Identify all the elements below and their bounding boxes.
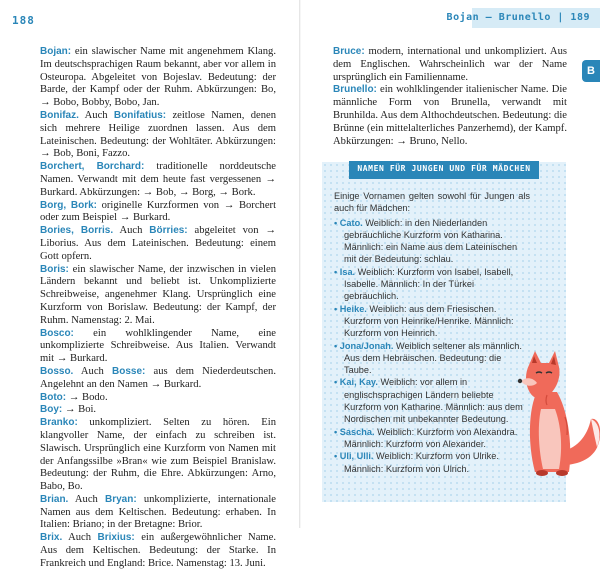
entry-term: Boy:: [40, 404, 63, 416]
running-header: Bojan – Brunello | 189: [446, 12, 590, 23]
info-box-intro: Einige Vornamen gelten sowohl für Jungen als auch für Mädchen:: [334, 191, 530, 214]
entry-term: Brunello:: [333, 84, 377, 96]
info-box-item-name: Isa.: [339, 266, 356, 277]
bullet-icon: •: [334, 451, 338, 462]
entry-text: originelle Kurzformen von → Borchert oder zum Beispiel → Burkard.: [40, 199, 277, 224]
entry-text: ein slawischer Name, der inzwischen in vielen Ländern bekannt und beliebt ist. Unkomplizierte Schreibweise, angenehmer Klang. Ursprünglich eine Kurzform von Borislaw. Bedeutung: der Kampf, der Ruhm. Namenstag: 2. Mai.: [40, 263, 276, 326]
entry-text: aus dem Niederdeutschen. Angelehnt an den Namen → Burkard.: [40, 365, 276, 390]
info-box-list: [334, 217, 530, 475]
entry-connector: Auch: [78, 109, 114, 121]
info-box-item: [334, 340, 530, 377]
bullet-icon: •: [334, 303, 338, 314]
entry-connector: Auch: [73, 365, 112, 377]
page-number: 188: [12, 14, 35, 27]
bullet-icon: •: [334, 377, 338, 388]
entry-term: Bruce:: [333, 46, 365, 57]
info-box-item-text: Weiblich seltener als männlich. Aus dem Hebräischen. Bedeutung: die Taube.: [344, 340, 522, 376]
entry-term: Borchert, Borchard:: [40, 161, 145, 173]
name-entry: [333, 84, 567, 148]
bullet-icon: •: [334, 217, 338, 228]
entry-term: Branko:: [40, 417, 78, 429]
fox-illustration: [507, 347, 600, 487]
info-box-item: [334, 426, 530, 451]
name-entry: [40, 392, 276, 405]
name-entry: [40, 200, 276, 226]
name-entry: [40, 110, 276, 161]
name-entry: [40, 46, 276, 110]
info-box-item-text: Weiblich: in den Niederlanden gebräuchliche Kurzform von Katharina. Männlich: ein Name aus dem Lateinischen mit der Bedeutung: schlau.: [344, 217, 518, 265]
name-entry: [40, 417, 276, 494]
name-entry: [40, 404, 276, 417]
right-page: [300, 0, 600, 528]
entry-term-alt: Bosse:: [112, 365, 146, 377]
name-entry: [40, 161, 276, 199]
name-entry: [40, 532, 276, 570]
entry-text: modern, international und unkompliziert. Aus dem Englischen. Wahrscheinlich war der Name ursprünglich ein Familienname.: [333, 46, 567, 83]
entries-right: [333, 46, 567, 148]
entry-term: Bonifaz.: [40, 109, 79, 121]
entry-term: Bojan:: [40, 46, 72, 57]
entry-term: Brian.: [40, 493, 69, 505]
info-box-body: [334, 190, 530, 475]
entry-text: ein wohlklingender Name, eine unkomplizierte Schreibweise. Aus Italien. Verwandt mit → Burkard.: [40, 327, 276, 365]
info-box-item: [334, 450, 530, 475]
entry-term: Borg, Bork:: [40, 199, 97, 211]
entry-term: Bosso.: [40, 365, 74, 377]
info-box: [322, 162, 566, 502]
info-box-item-name: Heike.: [339, 303, 367, 314]
entry-term: Brix.: [40, 532, 63, 544]
bullet-icon: •: [334, 340, 338, 351]
info-box-item-name: Kai, Kay.: [339, 377, 378, 388]
info-box-item-text: Weiblich: aus dem Friesischen. Kurzform von Heinrike/Henrike. Männlich: Kurzform von Heinrich.: [344, 303, 514, 339]
info-box-item: [334, 376, 530, 425]
info-box-item: [334, 266, 530, 303]
info-box-item-name: Sascha.: [339, 426, 375, 437]
info-box-title-band: [349, 161, 539, 179]
entry-term: Bosco:: [40, 327, 74, 339]
info-box-item: [334, 303, 530, 340]
info-box-item-text: Weiblich: Kurzform von Isabel, Isabell, Isabelle. Männlich: In der Türkei gebräuchlich.: [344, 266, 514, 302]
entry-text: unkompliziert. Selten zu hören. Ein klangvoller Name, der einfach zu schreiben ist. Slawisch. Ursprünglich eine Kurzform von Namen mit der Anfangssilbe »Bran« wie zum Beispiel Branislaw. Bedeutung: der Ruhm, die Ehre. Abkürzungen: Arno, Babo, Bo.: [40, 417, 276, 493]
left-page: [0, 0, 300, 569]
info-box-item-name: Jona/Jonah.: [339, 340, 394, 351]
info-box-item-name: Cato.: [339, 217, 363, 228]
name-entry: [333, 46, 567, 84]
name-entry: [40, 264, 276, 328]
entry-text: → Bodo.: [66, 391, 108, 403]
entry-connector: Auch: [113, 225, 150, 237]
entries-left: [40, 46, 276, 571]
info-box-item-name: Uli, Ulli.: [339, 451, 374, 462]
entry-term: Boto:: [40, 391, 67, 403]
entry-text: ein slawischer Name mit angenehmem Klang. Im deutschsprachigen Raum bekannt, aber vor allem in Osteuropa. Abgeleitet von Bojeslav. Bedeutung: der Barde, der Kampf oder der Ruhm. Abkürzungen: Bo, → Bobo, Bobby, Bobo, Jan.: [40, 46, 276, 109]
info-box-item-text: Weiblich: Kurzform von Ulrike. Männlich: Kurzform von Ulrich.: [344, 451, 499, 474]
letter-tab: B: [582, 60, 600, 82]
entry-text: ein wohlklingender italienischer Name. Die männliche Form von Brunella, verwandt mit Brunhilda. Aus dem Althochdeutschen. Bedeutung: die Brünne (ein mittelalterliches Panzerhemd), der Kampf. Abkürzungen: → Bruno, Nello.: [333, 84, 567, 147]
entry-text: abgeleitet von → Liborius. Aus dem Lateinischen. Bedeutung: einem Gott opfern.: [40, 225, 276, 262]
entry-term-alt: Brixius:: [97, 532, 135, 544]
entry-text: ein außergewöhnlicher Name. Aus dem Keltischen. Bedeutung: der Starke. In Frankreich und England: Brice. Namenstag: 13. Juni.: [40, 532, 276, 569]
entry-connector: Auch: [68, 493, 105, 505]
entry-text: → Boi.: [62, 404, 97, 416]
entry-term-alt: Bonifatius:: [113, 109, 167, 121]
info-box-item-text: Weiblich: Kurzform von Alexandra. Männlich: Kurzform von Alexander.: [344, 426, 518, 449]
entry-term-alt: Börries:: [149, 225, 188, 237]
entry-text: traditionelle norddeutsche Namen. Verwandt mit dem heute fast vergessenen → Burkard. Abkürzungen: → Bob, → Borg, → Bork.: [40, 161, 276, 198]
name-entry: [40, 328, 276, 366]
entry-connector: Auch: [62, 532, 98, 544]
bullet-icon: •: [334, 266, 338, 277]
info-box-item: [334, 217, 530, 266]
name-entry: [40, 225, 276, 263]
entry-text: unkomplizierte, internationale Namen aus dem Keltischen. Bedeutung: erhaben. In Italien: Briano; in der Bretagne: Brior.: [40, 493, 276, 531]
entry-text: zeitlose Namen, denen sich mehrere Heilige zuordnen lassen. Aus dem Lateinischen. Bedeutung: der Wohltäter. Abkürzungen: → Bob, Boni, Fazzo.: [40, 109, 276, 160]
entry-term: Boris:: [40, 263, 69, 275]
info-box-title: NAMEN FÜR JUNGEN UND FÜR MÄDCHEN: [357, 164, 531, 173]
info-box-item-text: Weiblich: vor allem in englischsprachigen Ländern beliebte Kurzform von Katharine. Männlich: aus dem Nordischen mit unbekannter Bedeutung.: [344, 377, 523, 425]
name-entry: [40, 494, 276, 532]
name-entry: [40, 366, 276, 392]
entry-term-alt: Bryan:: [105, 493, 137, 505]
bullet-icon: •: [334, 426, 338, 437]
entry-term: Bories, Borris.: [40, 225, 114, 237]
